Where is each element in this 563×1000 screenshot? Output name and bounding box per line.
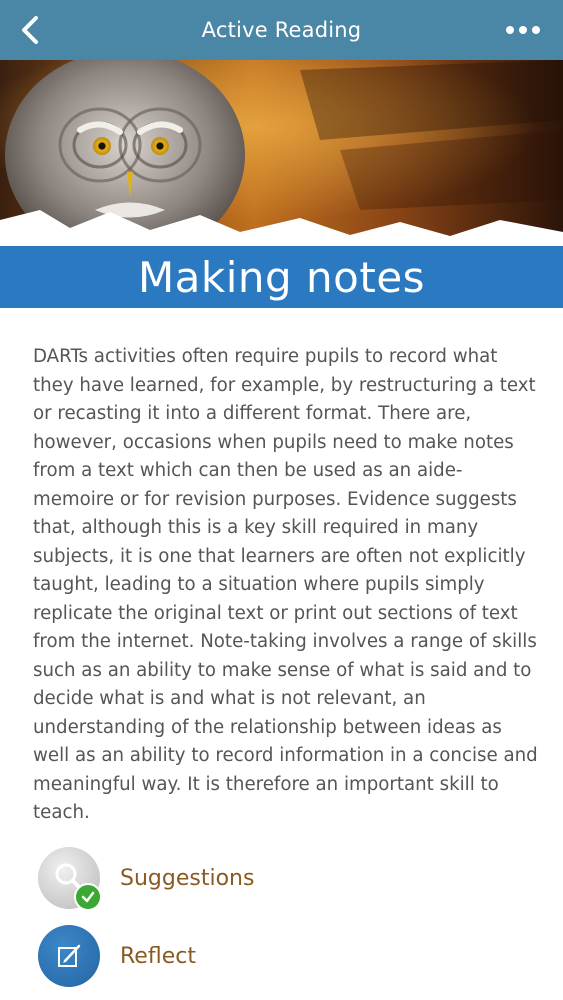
more-dots-icon [505,25,541,35]
suggestions-icon-circle [38,847,100,909]
completed-badge [74,883,102,911]
reflect-button[interactable] [38,924,478,988]
suggestions-button[interactable] [38,846,478,910]
chevron-left-icon [19,15,41,45]
owl-photo [0,60,563,250]
checkmark-icon [81,890,95,904]
pencil-note-icon [53,940,85,972]
more-options-button[interactable] [503,14,543,46]
back-button[interactable] [10,10,50,50]
top-app-bar [0,0,563,60]
section-header [0,246,563,308]
suggestions-label: Suggestions [120,865,255,891]
hero-image [0,60,563,250]
reflect-icon-circle [38,925,100,987]
screen-title: Active Reading [201,18,362,42]
section-title: Making notes [137,252,426,302]
body-paragraph: DARTs activities often require pupils to record what they have learned, for example, by restructuring a text or recasting it into a different format. There are, however, occasions when pupils need to make notes from a text which can then be used as an aide-memoire or for revision purposes. Evidence suggests that, although this is a key skill required in many subjects, it is one that learners are often not explicitly taught, leading to a situation where pupils simply replicate the original text or print out sections of text from the internet. Note-taking involves a range of skills such as an ability to make sense of what is said and to decide what is and what is not relevant, an understanding of the relationship between ideas as well as an ability to record information in a concise and meaningful way. It is therefore an important skill to teach. [33,346,538,823]
reflect-label: Reflect [120,943,196,969]
